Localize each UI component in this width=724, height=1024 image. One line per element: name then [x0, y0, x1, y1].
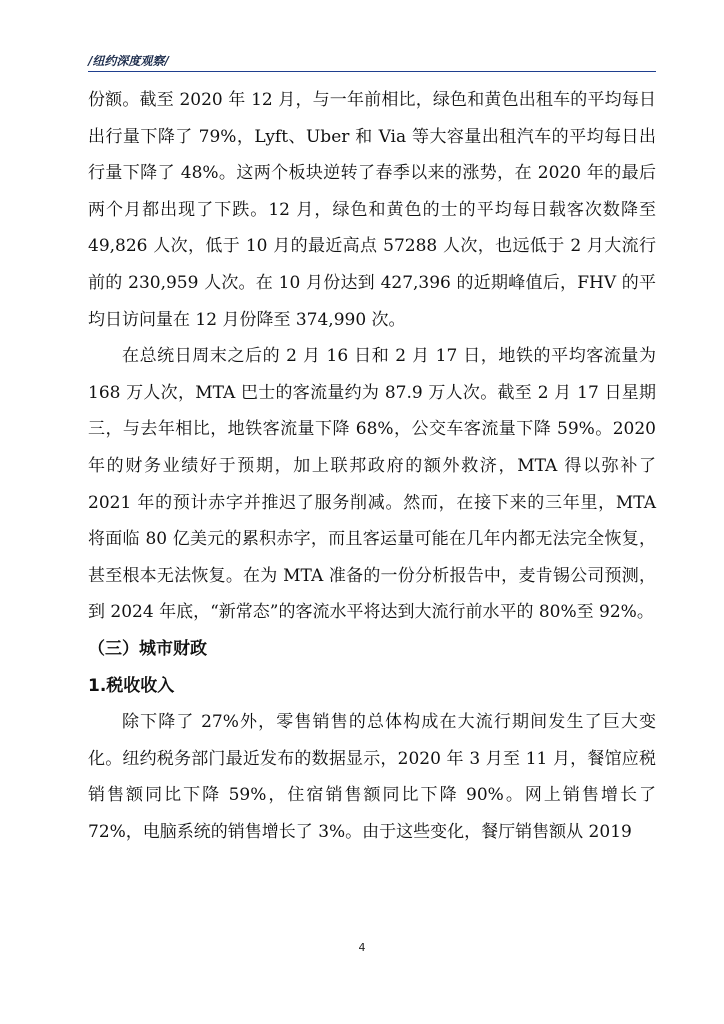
page-number: 4	[358, 941, 366, 954]
paragraph-mta-ridership: 在总统日周末之后的 2 月 16 日和 2 月 17 日，地铁的平均客流量为 168 万人次，MTA 巴士的客流量约为 87.9 万人次。截至 2 月 17 日星期三，与去年相比，地铁客流量下降 68%，公交车客流量下降 59%。2020 年的财务业绩好于预期，加上联邦政府的额外救济，MTA 得以弥补了 2021 年的预计赤字并推迟了服务削减。然而，在接下来的三年里，MTA 将面临 80 亿美元的累积赤字，而且客运量可能在几年内都无法完全恢复，甚至根本无法恢复。在为 MTA 准备的一份分析报告中，麦肯锡公司预测，到 2024 年底，“新常态”的客流水平将达到大流行前水平的 80%至 92%。	[88, 346, 656, 623]
paragraph-retail-sales: 除下降了 27%外，零售销售的总体构成在大流行期间发生了巨大变化。纽约税务部门最近发布的数据显示，2020 年 3 月至 11 月，餐馆应税销售额同比下降 59%，住宿销售额同比下降 90%。网上销售增长了 72%，电脑系统的销售增长了 3%。由于这些变化，餐厅销售额从 2019	[88, 712, 656, 842]
running-header: /纽约深度观察/	[88, 54, 169, 68]
header-rule	[88, 71, 656, 72]
page-content	[88, 82, 656, 850]
subsection-heading-tax-revenue: 1.税收收入	[88, 675, 175, 696]
section-heading-city-finance: （三）城市财政	[88, 638, 207, 659]
paragraph-taxi-ridership: 份额。截至 2020 年 12 月，与一年前相比，绿色和黄色出租车的平均每日出行量下降了 79%，Lyft、Uber 和 Via 等大容量出租汽车的平均每日出行量下降了 48%。这两个板块逆转了春季以来的涨势，在 2020 年的最后两个月都出现了下跌。12 月，绿色和黄色的士的平均每日载客次数降至 49,826 人次，低于 10 月的最近高点 57288 人次，也远低于 2 月大流行前的 230,959 人次。在 10 月份达到 427,396 的近期峰值后，FHV 的平均日访问量在 12 月份降至 374,990 次。	[88, 90, 656, 330]
